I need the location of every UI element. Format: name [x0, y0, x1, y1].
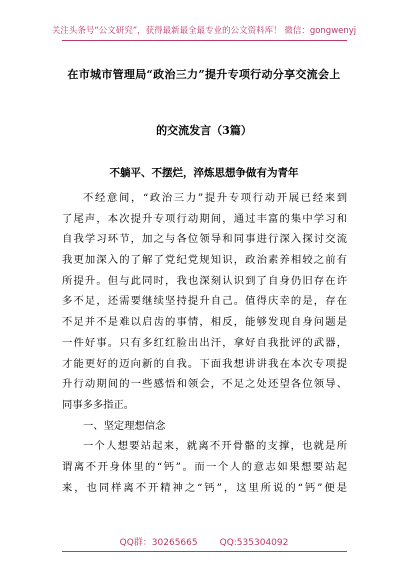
document-title-line2: 的交流发言（3篇）	[156, 124, 252, 137]
header-divider	[62, 40, 347, 41]
body-line: 多不足，还需要继续坚持提升自己。值得庆幸的是，存在	[62, 295, 347, 308]
body-line: 同事多多指正。	[62, 398, 135, 411]
body-line: 升行动期间的一些感悟和领会，不足之处还望各位领导、	[62, 378, 347, 391]
document-title-line1: 在市城市管理局“政治三力”提升专项行动分享交流会上	[67, 68, 341, 81]
footer-divider	[62, 551, 347, 552]
body-text	[62, 188, 347, 498]
body-line: 不经意间，“政治三力”提升专项行动开展已经来到	[83, 192, 347, 204]
top-banner: 关注头条号“公文研究”，获得最新最全最专业的公文资料库！ 微信：gongwenyj	[51, 26, 357, 36]
body-line: 来，也同样离不开精神之“钙”，这里所说的“钙”便是	[62, 481, 347, 494]
footer	[0, 535, 408, 548]
footer-qq-group: QQ群：30265665	[119, 538, 198, 548]
body-line: 不足并不是难以启齿的事情，相反，能够发现自身问题是	[62, 316, 347, 329]
section-title: 不躺平、不摆烂，淬炼思想争做有为青年	[109, 167, 299, 179]
body-line: 才能更好的迈向新的自我。下面我想讲讲我在本次专项提	[62, 357, 347, 370]
body-line: 一件好事。只有多红红脸出出汗，拿好自我批评的武器，	[62, 336, 347, 349]
body-line: 谓离不开身体里的“钙”。而一个人的意志如果想要站起	[62, 460, 347, 473]
body-line: 一个人想要站起来，就离不开骨骼的支撑，也就是所	[83, 440, 347, 453]
body-line: 所提升。但与此同时，我也深刻认识到了自身仍旧存在许	[62, 274, 347, 287]
body-line: 一、坚定理想信念	[83, 419, 166, 432]
footer-qq: QQ:535304092	[219, 538, 289, 548]
body-line: 了尾声，本次提升专项行动期间，通过丰富的集中学习和	[62, 212, 347, 225]
body-line: 我更加深入的了解了党纪党规知识，政治素养相较之前有	[62, 254, 347, 267]
body-line: 自我学习环节，加之与各位领导和同事进行深入探讨交流	[62, 233, 347, 246]
